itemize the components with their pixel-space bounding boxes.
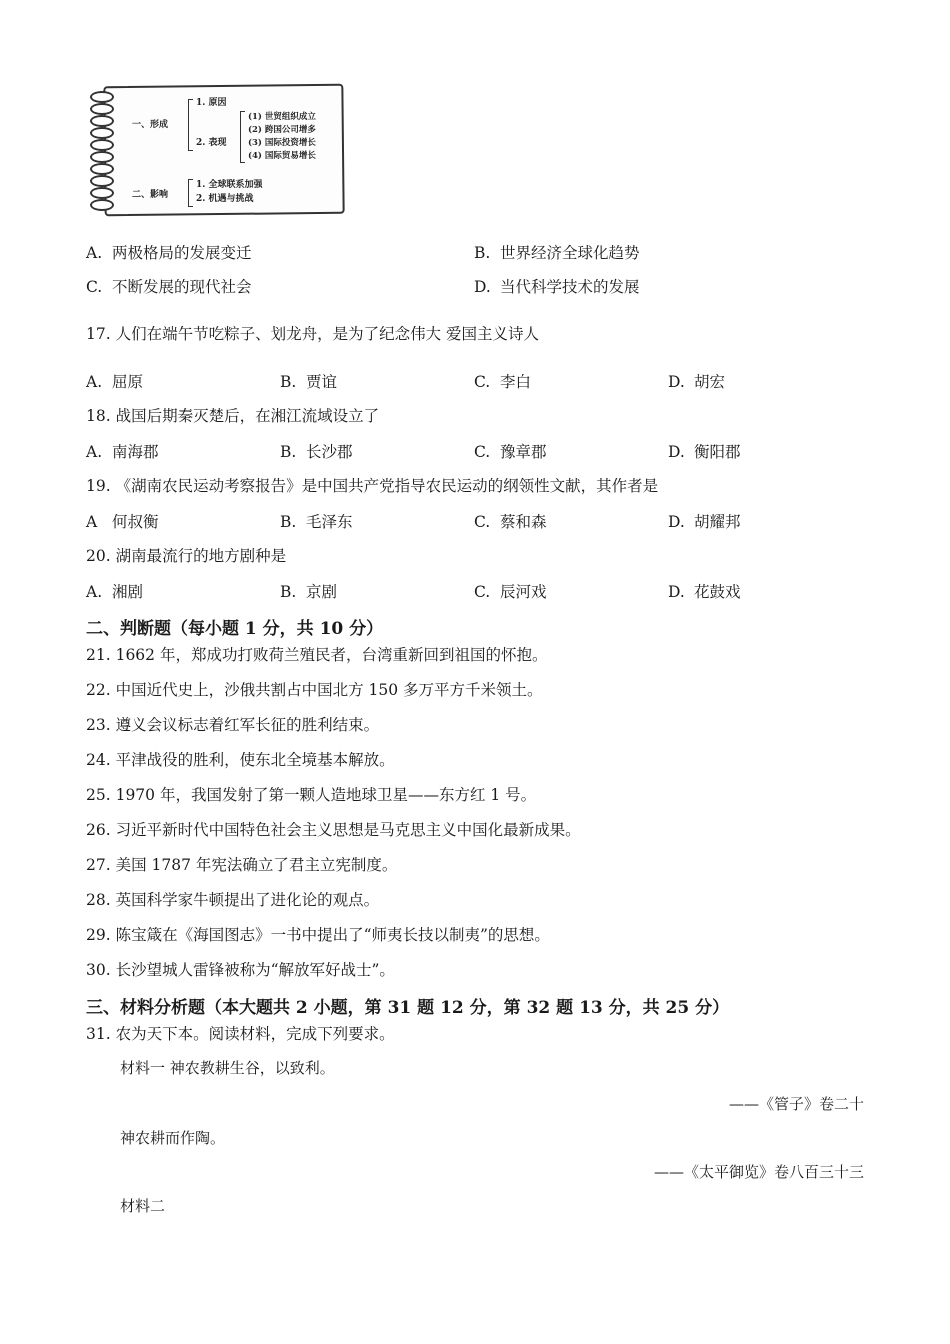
- q17-option-b: B. 贾谊: [280, 373, 338, 391]
- q19-stem: 19. 《湖南农民运动考察报告》是中国共产党指导农民运动的纲领性文献，其作者是: [86, 477, 659, 495]
- figure-subitem: (4) 国际贸易增长: [248, 151, 316, 161]
- q17-option-a: A. 屈原: [86, 373, 144, 391]
- q18-option-d: D. 衡阳郡: [668, 443, 741, 461]
- material-1-source-2: ——《太平御览》卷八百三十三: [653, 1163, 864, 1181]
- spiral-ring-icon: [90, 115, 114, 127]
- brace: [188, 179, 193, 207]
- figure-item: 1. 全球联系加强: [196, 180, 263, 190]
- material-1-text: 材料一 神农教耕生谷，以致利。: [120, 1059, 335, 1077]
- q18-option-a: A. 南海郡: [86, 443, 159, 461]
- spiral-ring-icon: [90, 187, 114, 199]
- q18-option-b: B. 长沙郡: [280, 443, 353, 461]
- spiral-ring-icon: [90, 151, 114, 163]
- figure-subitem: (1) 世贸组织成立: [248, 112, 316, 122]
- figure-item: 2. 表现: [196, 138, 227, 148]
- judge-item: 27. 美国 1787 年宪法确立了君主立宪制度。: [86, 856, 398, 874]
- q17-option-c: C. 李白: [474, 373, 532, 391]
- figure-item: 2. 机遇与挑战: [196, 194, 254, 204]
- judge-item: 26. 习近平新时代中国特色社会主义思想是马克思主义中国化最新成果。: [86, 821, 581, 839]
- q16-option-d: D. 当代科学技术的发展: [474, 278, 640, 296]
- q17-option-d: D. 胡宏: [668, 373, 726, 391]
- q19-option-d: D. 胡耀邦: [668, 513, 741, 531]
- figure-subitem: (2) 跨国公司增多: [248, 125, 316, 135]
- brace: [240, 111, 245, 163]
- q20-option-d: D. 花鼓戏: [668, 583, 741, 601]
- q16-option-b: B. 世界经济全球化趋势: [474, 244, 640, 262]
- judge-item: 24. 平津战役的胜利，使东北全境基本解放。: [86, 751, 395, 769]
- judge-item: 23. 遵义会议标志着红军长征的胜利结束。: [86, 716, 380, 734]
- q20-stem: 20. 湖南最流行的地方剧种是: [86, 547, 287, 565]
- figure-section-1: 一、形成: [132, 120, 169, 130]
- figure-subitem: (3) 国际投资增长: [248, 138, 316, 148]
- q19-option-c: C. 蔡和森: [474, 513, 547, 531]
- judge-item: 22. 中国近代史上，沙俄共割占中国北方 150 多万平方千米领土。: [86, 681, 543, 699]
- material-1-source: ——《管子》卷二十: [728, 1095, 864, 1113]
- judge-item: 25. 1970 年，我国发射了第一颗人造地球卫星——东方红 1 号。: [86, 786, 537, 804]
- spiral-ring-icon: [90, 103, 114, 115]
- material-2-label: 材料二: [120, 1197, 166, 1215]
- q20-option-a: A. 湘剧: [86, 583, 144, 601]
- q18-stem: 18. 战国后期秦灭楚后，在湘江流域设立了: [86, 407, 380, 425]
- spiral-ring-icon: [90, 127, 114, 139]
- spiral-ring-icon: [90, 139, 114, 151]
- q16-option-a: A. 两极格局的发展变迁: [86, 244, 252, 262]
- judge-item: 28. 英国科学家牛顿提出了进化论的观点。: [86, 891, 380, 909]
- spiral-ring-icon: [90, 91, 114, 103]
- spiral-ring-icon: [90, 199, 114, 211]
- spiral-ring-icon: [90, 163, 114, 175]
- section-2-title: 二、判断题（每小题 1 分，共 10 分）: [86, 619, 384, 639]
- material-1-text-2: 神农耕而作陶。: [120, 1129, 226, 1147]
- q31-stem: 31. 农为天下本。阅读材料，完成下列要求。: [86, 1025, 395, 1043]
- q19-option-b: B. 毛泽东: [280, 513, 353, 531]
- section-3-title: 三、材料分析题（本大题共 2 小题，第 31 题 12 分，第 32 题 13 分，共 25 分）: [86, 998, 730, 1018]
- judge-item: 21. 1662 年，郑成功打败荷兰殖民者，台湾重新回到祖国的怀抱。: [86, 646, 548, 664]
- q16-option-c: C. 不断发展的现代社会: [86, 278, 252, 296]
- q20-option-b: B. 京剧: [280, 583, 338, 601]
- figure-section-2: 二、影响: [132, 190, 169, 200]
- figure-item: 1. 原因: [196, 98, 227, 108]
- q17-stem: 17. 人们在端午节吃粽子、划龙舟，是为了纪念伟大 爱国主义诗人: [86, 325, 540, 343]
- judge-item: 30. 长沙望城人雷锋被称为“解放军好战士”。: [86, 961, 395, 979]
- notebook-figure: [90, 83, 346, 215]
- spiral-ring-icon: [90, 175, 114, 187]
- judge-item: 29. 陈宝箴在《海国图志》一书中提出了“师夷长技以制夷”的思想。: [86, 926, 550, 944]
- q19-option-a: A 何叔衡: [86, 513, 159, 531]
- q18-option-c: C. 豫章郡: [474, 443, 547, 461]
- brace: [188, 99, 193, 151]
- q20-option-c: C. 辰河戏: [474, 583, 547, 601]
